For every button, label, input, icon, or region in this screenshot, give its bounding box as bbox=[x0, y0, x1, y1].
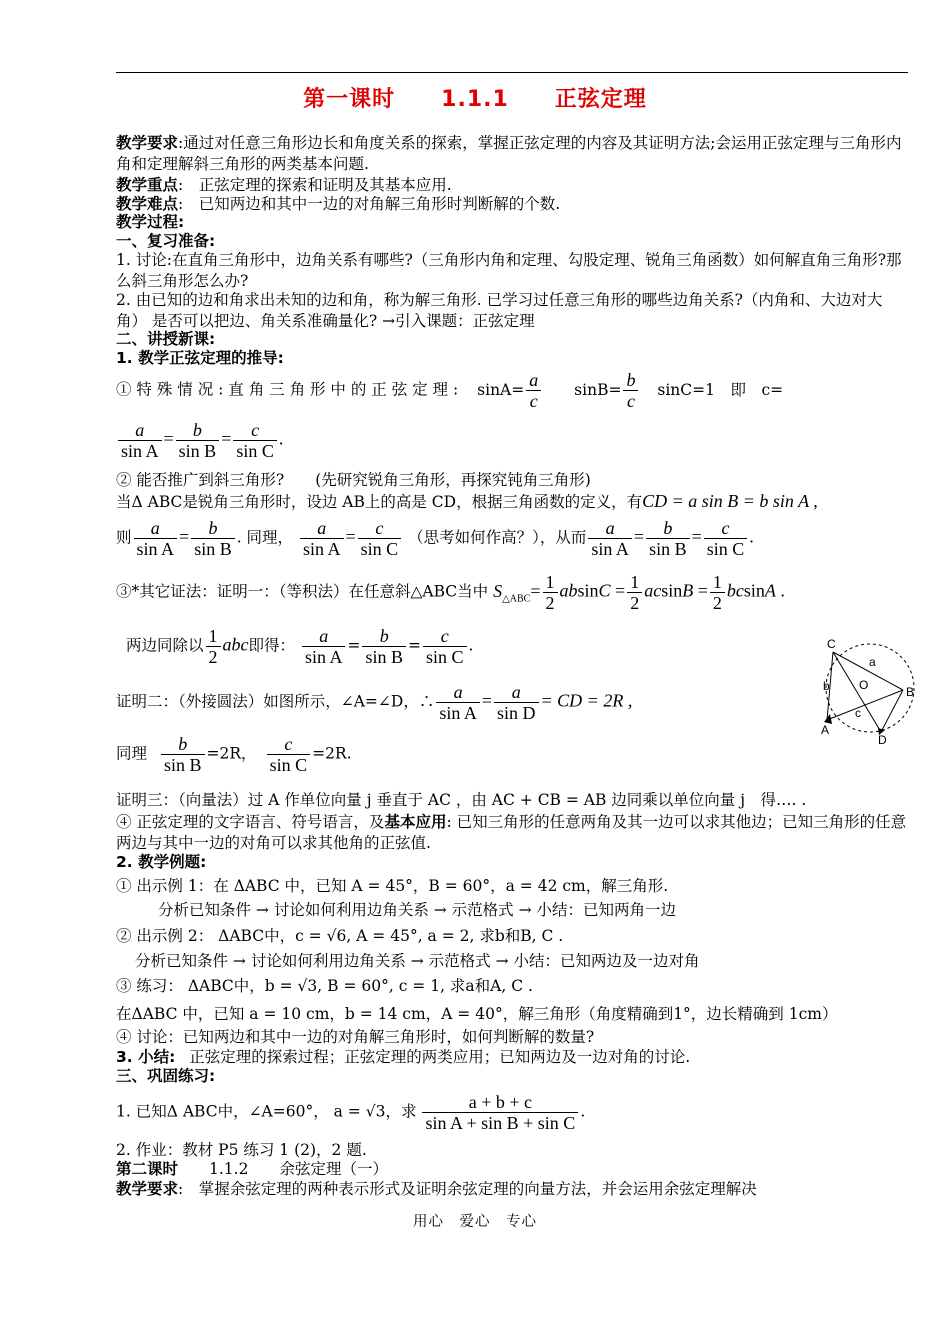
frac-c-sinC: $\frac{c}{\text{sin C}}$ bbox=[233, 420, 277, 461]
label-A: A bbox=[821, 723, 830, 737]
special-case-result: $\frac{a}{\text{sin A}}$ = $\frac{b}{\text{sin B}}$ = $\frac{c}{\text{sin C}}$ . bbox=[116, 420, 911, 461]
req-text: :通过对任意三角形边长和角度关系的探索，掌握正弦定理的内容及其证明方法;会运用正弦定理与三角形内角和定理解斜三角形的两类基本问题. bbox=[116, 134, 902, 173]
theorem-language: ④ 正弦定理的文字语言、符号语言，及基本应用: 已知三角形的任意两角及其一边可以求其他边；已知三角形的任意两边与其中一边的对角可以求其他角的正弦值. bbox=[116, 813, 907, 852]
exercise-2: 在ΔABC 中，已知 a = 10 cm，b = 14 cm，A = 40°，解三角形（角度精确到1°，边长精确到 1cm） bbox=[116, 1005, 838, 1023]
example-1: ① 出示例 1：在 ΔABC 中，已知 A = 45°，B = 60°，a = 42 cm，解三角形. bbox=[116, 877, 669, 895]
example-2-analysis: 分析已知条件 → 讨论如何利用边角关系 → 示范格式 → 小结：已知两边及一边对角 bbox=[135, 952, 700, 970]
teaching-key bbox=[116, 175, 911, 196]
req-label: 教学要求 bbox=[116, 134, 179, 152]
proof-one-result: 两边同除以 $\frac{1}{2}$ abc即得： $\frac{a}{\text{sin A}}$ = $\frac{b}{\text{sin B}}$ = $\frac{c}{\text{sin C}}$ . bbox=[126, 626, 474, 667]
practice-1: 1. 已知Δ ABC中，∠A=60°， a = √3，求 $\frac{a + b + c}{\text{sin A + sin B + sin C}}$ . bbox=[116, 1092, 586, 1133]
key-text: : 正弦定理的探索和证明及其基本应用. bbox=[178, 176, 452, 194]
sinC-eq: sinC=1 即 c= bbox=[657, 380, 784, 399]
process-heading: 教学过程: bbox=[116, 213, 185, 231]
frac-a-c: $\frac{a}{c}$ bbox=[526, 370, 541, 411]
example-2: ② 出示例 2： ΔABC中，c = √6, A = 45°, a = 2, 求b和B, C . bbox=[116, 927, 564, 945]
page-footer: 用心 爱心 专心 bbox=[413, 1214, 537, 1230]
diff-text: : 已知两边和其中一边的对角解三角形时判断解的个数. bbox=[178, 195, 561, 213]
teaching-requirements bbox=[116, 133, 911, 175]
label-B: B bbox=[906, 685, 915, 699]
frac-b-c: $\frac{b}{c}$ bbox=[623, 370, 638, 411]
frac-b-sinB: $\frac{b}{\text{sin B}}$ bbox=[176, 420, 220, 461]
label-D: D bbox=[878, 733, 887, 747]
proof-three-line: 证明三：（向量法）过 A 作单位向量 j 垂直于 AC ，由 AC + CB = AB 边同乘以单位向量 j 得…. . bbox=[116, 791, 807, 809]
segment-DB bbox=[881, 690, 903, 732]
practice-2-homework: 2. 作业：教材 P5 练习 1 (2)，2 题. bbox=[116, 1141, 367, 1159]
subsection-examples: 2. 教学例题: bbox=[116, 853, 207, 871]
top-rule bbox=[116, 72, 908, 73]
summary-line: 3. 小结: 正弦定理的探索过程；正弦定理的两类应用；已知两边及一边对角的讨论. bbox=[116, 1048, 691, 1066]
label-C: C bbox=[827, 637, 836, 651]
acute-case-line: 当Δ ABC是锐角三角形时，设边 AB上的高是 CD，根据三角函数的定义，有CD = a sin B = b sin A , bbox=[116, 491, 818, 511]
page-title: 第一课时 1.1.1 正弦定理 bbox=[303, 87, 647, 112]
frac-a-sinA: $\frac{a}{\text{sin A}}$ bbox=[118, 420, 162, 461]
review-item-1: 1. 讨论:在直角三角形中，边角关系有哪些?（三角形内角和定理、勾股定理、锐角三角函数）如何解直角三角形?那么斜三角形怎么办? bbox=[116, 251, 902, 290]
special-case-line bbox=[116, 370, 911, 411]
discussion: ④ 讨论：已知两边和其中一边的对角解三角形时，如何判断解的数量? bbox=[116, 1028, 595, 1046]
label-a: a bbox=[869, 655, 876, 669]
label-b: b bbox=[823, 679, 830, 693]
section-3-heading: 三、巩固练习: bbox=[116, 1067, 216, 1085]
diff-label: 教学难点 bbox=[116, 195, 179, 213]
proof-two-line: 证明二：（外接圆法）如图所示，∠A=∠D，∴ $\frac{a}{\text{sin A}}$ = $\frac{a}{\text{sin D}}$ = CD = 2R , bbox=[116, 682, 633, 723]
label-c: c bbox=[855, 706, 861, 720]
next-lesson-requirements: 教学要求: 掌握余弦定理的两种表示形式及证明余弦定理的向量方法，并会运用余弦定理解决 bbox=[116, 1180, 757, 1198]
label-O: O bbox=[859, 678, 869, 692]
example-1-analysis: 分析已知条件 → 讨论如何利用边角关系 → 示范格式 → 小结：已知两角一边 bbox=[158, 901, 677, 919]
next-lesson-title: 第二课时 1.1.2 余弦定理（一） bbox=[116, 1160, 388, 1178]
sinB-eq: sinB= bbox=[574, 380, 622, 399]
section-1-heading: 一、复习准备: bbox=[116, 232, 216, 250]
oblique-question: ② 能否推广到斜三角形? (先研究锐角三角形，再探究钝角三角形) bbox=[116, 471, 591, 489]
key-label: 教学重点 bbox=[116, 176, 179, 194]
proof-one-line: ③*其它证法：证明一：（等积法）在任意斜△ABC当中 $S_{\triangle ABC}=$ $\frac{1}{2}$ absinC = $\frac{1}{2}$ acsinB = $\frac{1}{2}$ bcsinA . bbox=[116, 572, 785, 613]
subsection-derivation: 1. 教学正弦定理的推导: bbox=[116, 349, 284, 367]
proof-two-similar: 同理 $\frac{b}{\text{sin B}}$ =2R， $\frac{c}{\text{sin C}}$ =2R. bbox=[116, 734, 352, 775]
acute-case-result: 则 $\frac{a}{\text{sin A}}$ = $\frac{b}{\text{sin B}}$ . 同理， $\frac{a}{\text{sin A}}$ = $\frac{c}{\text{sin C}}$ （思考如何作高？），从而 $\frac{a}{\text{sin A}}$ = $\frac{b}{\text{sin B}}$ = $\frac{c}{\text{sin C}}$ . bbox=[116, 518, 754, 559]
circumcircle-figure bbox=[815, 636, 925, 748]
section-2-heading: 二、讲授新课: bbox=[116, 330, 216, 348]
review-item-2: 2. 由已知的边和角求出未知的边和角，称为解三角形. 已学习过任意三角形的哪些边角关系?（内角和、大边对大角） 是否可以把边、角关系准确量化? →引入课题：正弦定理 bbox=[116, 291, 883, 330]
sinA-eq: sinA= bbox=[477, 380, 525, 399]
exercise: ③ 练习： ΔABC中，b = √3, B = 60°, c = 1, 求a和A, C . bbox=[116, 977, 533, 995]
special-case-text: ① 特 殊 情 况 : 直 角 三 角 形 中 的 正 弦 定 理 : bbox=[116, 380, 459, 399]
